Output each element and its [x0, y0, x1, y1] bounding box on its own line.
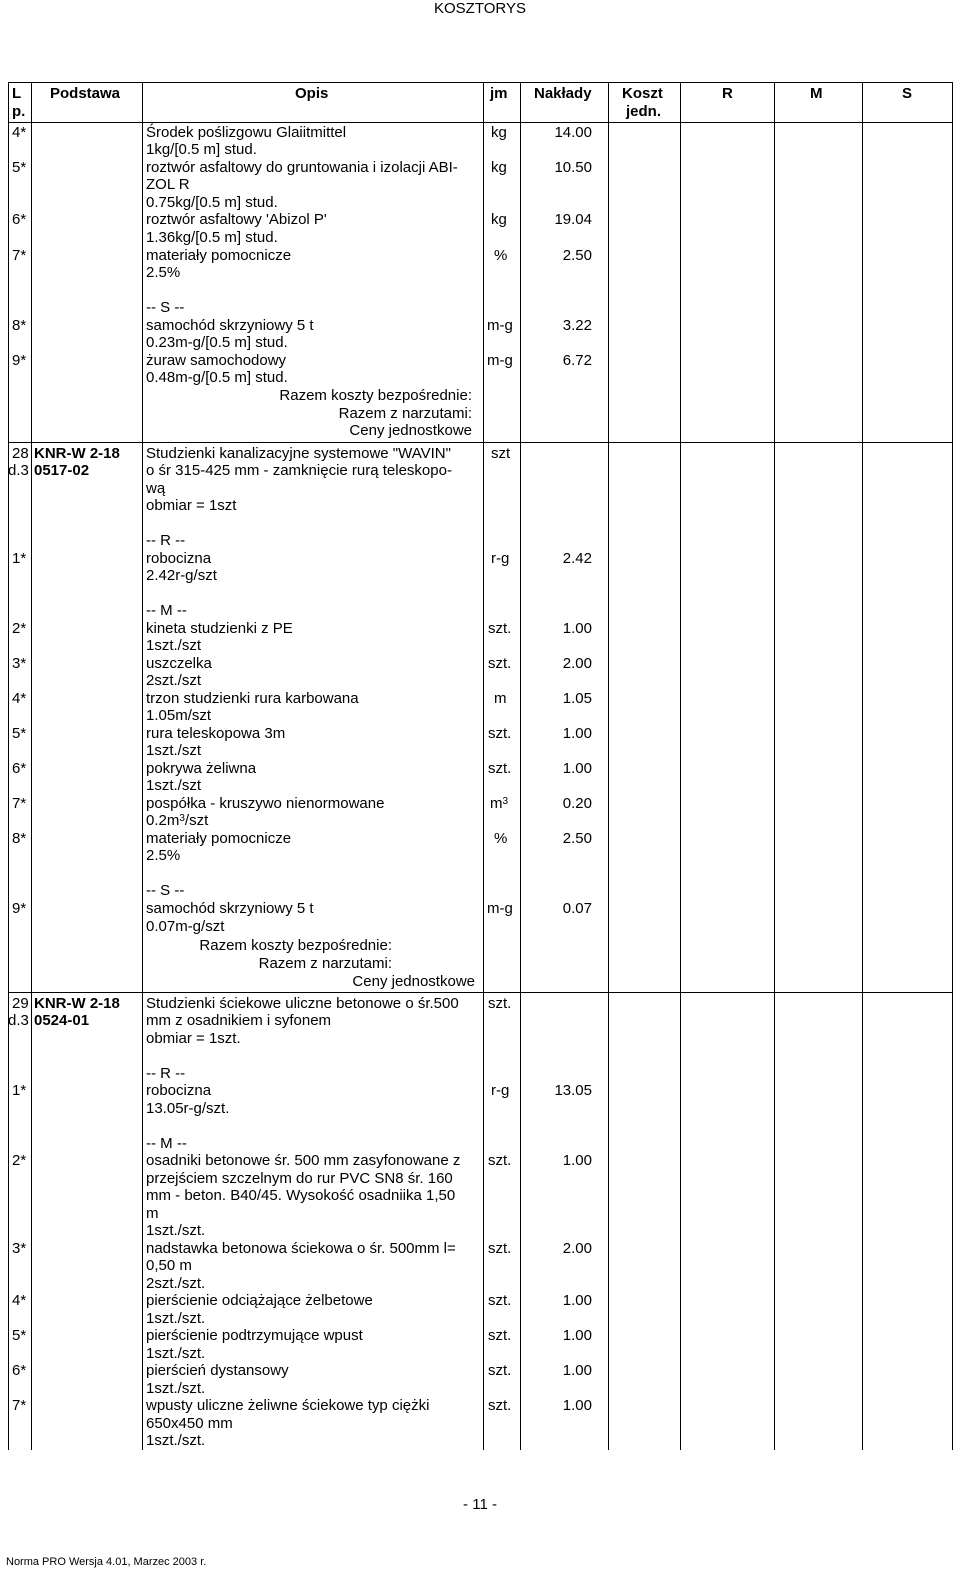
row-sub — [146, 812, 208, 830]
row-sub: 1.36kg/[0.5 m] stud. — [146, 229, 278, 246]
row-sub: 2.42r-g/szt — [146, 567, 217, 584]
col-border-r — [680, 82, 681, 1450]
row-jm: m-g — [487, 900, 513, 917]
row-jm: szt. — [488, 1152, 512, 1169]
row-naklady: 1.00 — [562, 620, 592, 637]
position-code: KNR-W 2-18 — [34, 445, 120, 462]
row-naklady: 2.00 — [562, 1240, 592, 1257]
row-opis-cont: ZOL R — [146, 176, 190, 193]
header-bottom-border — [8, 122, 952, 123]
summary-with-overheads: Razem z narzutami: — [338, 405, 472, 422]
group-label-s: -- S -- — [146, 299, 185, 316]
summary-direct-costs: Razem koszty bezpośrednie: — [199, 937, 392, 954]
row-jm: szt. — [488, 1362, 512, 1379]
row-jm: szt. — [488, 1397, 512, 1414]
row-opis-cont: mm - beton. B40/45. Wysokość osadniika 1,50 — [146, 1187, 456, 1204]
row-opis: pokrywa żeliwna — [146, 760, 257, 777]
summary-direct-costs: Razem koszty bezpośrednie: — [279, 387, 472, 404]
row-lp: 6* — [12, 760, 27, 777]
summary-with-overheads: Razem z narzutami: — [258, 955, 392, 972]
row-sub: 2szt./szt — [146, 672, 202, 689]
row-jm-exponent: 3 — [502, 796, 509, 807]
row-sub: 1szt./szt. — [146, 1432, 206, 1449]
col-border-m — [774, 82, 775, 1450]
row-opis: samochód skrzyniowy 5 t — [146, 317, 314, 334]
row-lp: 7* — [12, 247, 27, 264]
row-opis: robocizna — [146, 550, 212, 567]
row-naklady: 1.00 — [562, 760, 592, 777]
row-naklady: 10.50 — [554, 159, 592, 176]
col-border-podstawa — [31, 82, 32, 1450]
row-opis: żuraw samochodowy — [146, 352, 287, 369]
row-lp: 7* — [12, 1397, 27, 1414]
row-opis: materiały pomocnicze — [146, 830, 292, 847]
row-lp: 2* — [12, 620, 27, 637]
row-naklady: 1.00 — [562, 1362, 592, 1379]
row-lp: 5* — [12, 1327, 27, 1344]
row-naklady: 2.50 — [562, 247, 592, 264]
row-opis: roztwór asfaltowy 'Abizol P' — [146, 211, 327, 228]
row-lp: 8* — [12, 830, 27, 847]
row-opis: trzon studzienki rura karbowana — [146, 690, 359, 707]
position-obmiar: obmiar = 1szt — [146, 497, 237, 514]
row-opis: pierścienie odciążające żelbetowe — [146, 1292, 373, 1309]
row-lp: 7* — [12, 795, 27, 812]
row-jm — [490, 795, 508, 813]
row-lp: 6* — [12, 211, 27, 228]
row-naklady: 1.00 — [562, 1397, 592, 1414]
row-jm: % — [494, 247, 508, 264]
document-title: KOSZTORYS — [434, 0, 526, 17]
row-jm: szt. — [488, 620, 512, 637]
row-opis-cont: 650x450 mm — [146, 1415, 233, 1432]
row-sub: 1szt./szt — [146, 777, 202, 794]
summary-unit-prices: Ceny jednostkowe — [352, 973, 475, 990]
position-number: 29 — [12, 995, 29, 1012]
col-border-s — [862, 82, 863, 1450]
col-border-jm — [483, 82, 484, 1450]
position-code-2: 0524-01 — [34, 1012, 90, 1029]
group-label-m: -- M -- — [146, 1135, 187, 1152]
row-sub: 0.07m-g/szt — [146, 918, 225, 935]
row-naklady: 1.00 — [562, 1292, 592, 1309]
row-lp: 3* — [12, 1240, 27, 1257]
row-naklady: 2.50 — [562, 830, 592, 847]
row-jm: r-g — [491, 550, 510, 567]
row-sub: 2szt./szt. — [146, 1275, 206, 1292]
row-naklady: 19.04 — [554, 211, 592, 228]
summary-unit-prices: Ceny jednostkowe — [349, 422, 472, 439]
row-sub: 1szt./szt — [146, 742, 202, 759]
row-jm: kg — [491, 124, 507, 141]
position-code: KNR-W 2-18 — [34, 995, 120, 1012]
page-number: - 11 - — [463, 1496, 497, 1513]
row-jm: szt. — [488, 655, 512, 672]
row-jm: r-g — [491, 1082, 510, 1099]
row-opis: materiały pomocnicze — [146, 247, 292, 264]
row-naklady: 2.00 — [562, 655, 592, 672]
position-separator — [8, 992, 952, 993]
row-naklady: 3.22 — [562, 317, 592, 334]
position-d: d.3 — [8, 462, 29, 479]
footer-software-version: Norma PRO Wersja 4.01, Marzec 2003 r. — [6, 1556, 207, 1568]
row-opis: pierścień dystansowy — [146, 1362, 289, 1379]
position-jm: szt — [491, 445, 511, 462]
row-lp: 9* — [12, 352, 27, 369]
group-label-r: -- R -- — [146, 1065, 186, 1082]
row-sub: 2.5% — [146, 264, 181, 281]
row-sub-value: 0.2m — [146, 812, 180, 829]
header-m: M — [810, 85, 823, 102]
row-opis: kineta studzienki z PE — [146, 620, 293, 637]
row-naklady: 1.00 — [562, 725, 592, 742]
position-obmiar: obmiar = 1szt. — [146, 1030, 241, 1047]
row-opis: Środek poślizgowu Glaiitmittel — [146, 124, 347, 141]
row-naklady: 2.42 — [562, 550, 592, 567]
row-sub: 1szt./szt — [146, 637, 202, 654]
header-lp: L — [12, 85, 22, 102]
row-lp: 2* — [12, 1152, 27, 1169]
col-border-lp — [8, 82, 9, 1450]
row-jm-unit: m — [490, 795, 503, 812]
row-lp: 5* — [12, 159, 27, 176]
row-opis: rura teleskopowa 3m — [146, 725, 286, 742]
header-s: S — [902, 85, 913, 102]
position-description: Studzienki ściekowe uliczne betonowe o śr.500 — [146, 995, 459, 1012]
row-sub-exponent: 3 — [179, 813, 185, 824]
row-jm: m — [494, 690, 507, 707]
header-lp-2: p. — [12, 103, 26, 120]
col-border-naklady — [520, 82, 521, 1450]
row-naklady: 0.20 — [562, 795, 592, 812]
row-naklady: 6.72 — [562, 352, 592, 369]
row-lp: 3* — [12, 655, 27, 672]
row-opis: pospółka - kruszywo nienormowane — [146, 795, 385, 812]
row-opis: robocizna — [146, 1082, 212, 1099]
row-sub: 0.23m-g/[0.5 m] stud. — [146, 334, 288, 351]
position-separator — [8, 442, 952, 443]
row-lp: 4* — [12, 124, 27, 141]
row-lp: 4* — [12, 690, 27, 707]
header-podstawa: Podstawa — [50, 85, 121, 102]
row-opis: osadniki betonowe śr. 500 mm zasyfonowane z — [146, 1152, 461, 1169]
row-sub: 13.05r-g/szt. — [146, 1100, 230, 1117]
row-sub: 1szt./szt. — [146, 1380, 206, 1397]
row-naklady: 1.05 — [562, 690, 592, 707]
row-sub: 0.48m-g/[0.5 m] stud. — [146, 369, 288, 386]
row-lp: 4* — [12, 1292, 27, 1309]
row-opis: wpusty uliczne żeliwne ściekowe typ ciężki — [146, 1397, 430, 1414]
position-description-2: o śr 315-425 mm - zamknięcie rurą teleskopo- — [146, 462, 452, 479]
row-sub-unit: /szt — [184, 812, 209, 829]
row-sub: 1kg/[0.5 m] stud. — [146, 141, 257, 158]
header-koszt: Koszt — [622, 85, 663, 102]
position-description-2: mm z osadnikiem i syfonem — [146, 1012, 332, 1029]
row-jm: szt. — [488, 1327, 512, 1344]
row-opis: nadstawka betonowa ściekowa o śr. 500mm l= — [146, 1240, 456, 1257]
row-jm: szt. — [488, 1240, 512, 1257]
row-jm: szt. — [488, 760, 512, 777]
row-naklady: 13.05 — [554, 1082, 592, 1099]
row-sub: 1szt./szt. — [146, 1222, 206, 1239]
row-lp: 5* — [12, 725, 27, 742]
row-lp: 6* — [12, 1362, 27, 1379]
row-opis-cont: 0,50 m — [146, 1257, 192, 1274]
col-border-opis — [142, 82, 143, 1450]
header-koszt-jedn: jedn. — [626, 103, 662, 120]
group-label-m: -- M -- — [146, 602, 187, 619]
row-jm: szt. — [488, 725, 512, 742]
row-jm: m-g — [487, 352, 513, 369]
row-opis-cont: przejściem szczelnym do rur PVC SN8 śr. 160 — [146, 1170, 453, 1187]
col-border-right — [952, 82, 953, 1450]
row-lp: 1* — [12, 1082, 27, 1099]
row-opis: roztwór asfaltowy do gruntowania i izolacji ABI- — [146, 159, 458, 176]
row-opis: pierścienie podtrzymujące wpust — [146, 1327, 363, 1344]
row-sub: 1.05m/szt — [146, 707, 212, 724]
row-naklady: 0.07 — [562, 900, 592, 917]
position-description: Studzienki kanalizacyjne systemowe "WAVIN" — [146, 445, 451, 462]
row-sub: 1szt./szt. — [146, 1310, 206, 1327]
row-lp: 1* — [12, 550, 27, 567]
row-opis-cont: m — [146, 1205, 159, 1222]
header-jm: jm — [490, 85, 508, 102]
row-opis: uszczelka — [146, 655, 212, 672]
header-r: R — [722, 85, 733, 102]
position-jm: szt. — [488, 995, 512, 1012]
row-opis: samochód skrzyniowy 5 t — [146, 900, 314, 917]
table-top-border — [8, 82, 952, 83]
row-sub: 0.75kg/[0.5 m] stud. — [146, 194, 278, 211]
row-jm: % — [494, 830, 508, 847]
header-opis: Opis — [295, 85, 329, 102]
row-lp: 8* — [12, 317, 27, 334]
row-naklady: 1.00 — [562, 1327, 592, 1344]
position-number: 28 — [12, 445, 29, 462]
row-lp: 9* — [12, 900, 27, 917]
position-d: d.3 — [8, 1012, 29, 1029]
position-description-3: wą — [146, 480, 166, 497]
row-jm: kg — [491, 211, 507, 228]
row-jm: kg — [491, 159, 507, 176]
row-jm: m-g — [487, 317, 513, 334]
row-naklady: 14.00 — [554, 124, 592, 141]
position-code-2: 0517-02 — [34, 462, 90, 479]
row-naklady: 1.00 — [562, 1152, 592, 1169]
row-sub: 2.5% — [146, 847, 181, 864]
group-label-s: -- S -- — [146, 882, 185, 899]
group-label-r: -- R -- — [146, 532, 186, 549]
col-border-koszt — [608, 82, 609, 1450]
row-jm: szt. — [488, 1292, 512, 1309]
row-sub: 1szt./szt. — [146, 1345, 206, 1362]
header-naklady: Nakłady — [534, 85, 592, 102]
